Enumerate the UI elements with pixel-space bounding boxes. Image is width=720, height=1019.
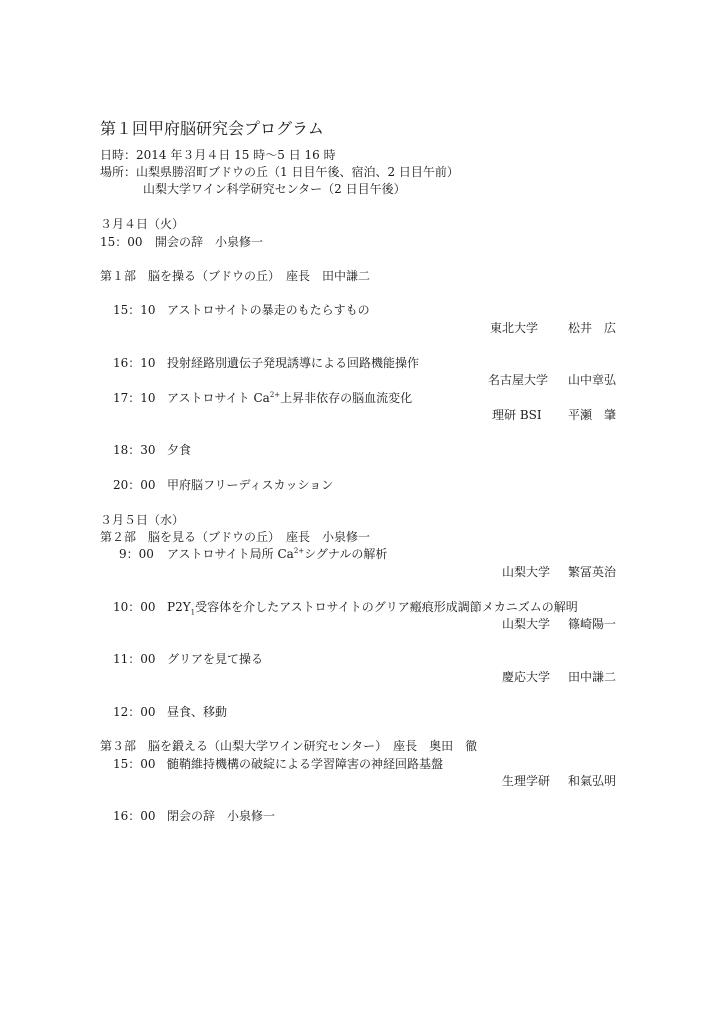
talk1-time: 15：10 (113, 303, 156, 317)
opening-time: 15：00 (100, 235, 143, 249)
date-line: 日時：2014 年３月４日 15 時～5 日 16 時 (100, 148, 336, 162)
lunch-text: 昼食、移動 (167, 705, 228, 719)
talk4-time: 9：00 (119, 547, 154, 561)
talk3-affiliation: 理研 BSI (492, 408, 542, 422)
talk6-time: 11：00 (113, 652, 156, 666)
opening-text: 開会の辞 小泉修一 (155, 235, 264, 249)
talk4-affiliation: 山梨大学 (502, 565, 551, 579)
closing-text: 閉会の辞 小泉修一 (167, 809, 276, 823)
talk2-time: 16：10 (113, 356, 156, 370)
talk6-title: グリアを見て操る (167, 652, 264, 666)
talk1-affiliation: 東北大学 (490, 321, 539, 335)
dinner-time: 18：30 (113, 443, 156, 457)
part2-heading: 第２部 脳を見る（ブドウの丘） 座長 小泉修一 (100, 530, 371, 544)
talk7-title: 髄鞘維持機構の破綻による学習障害の神経回路基盤 (167, 757, 444, 771)
talk1-title: アストロサイトの暴走のもたらすもの (167, 303, 370, 317)
talk6-speaker: 田中謙二 (568, 670, 617, 684)
place-line-2: 山梨大学ワイン科学研究センター（2 日目午後） (143, 182, 406, 196)
talk7-affiliation: 生理学研 (502, 774, 551, 788)
talk2-speaker: 山中章弘 (568, 373, 617, 387)
talk1-speaker: 松井 広 (568, 321, 617, 335)
talk3-title: アストロサイト $Ca^{2+}$上昇非依存の脳血流変化 (167, 391, 413, 405)
lunch-time: 12：00 (113, 705, 156, 719)
talk6-affiliation: 慶応大学 (502, 670, 551, 684)
page-title: 第１回甲府脳研究会プログラム (100, 119, 324, 138)
discussion-text: 甲府脳フリーディスカッション (167, 478, 334, 492)
talk7-speaker: 和氣弘明 (568, 774, 617, 788)
talk2-title: 投射経路別遺伝子発現誘導による回路機能操作 (167, 356, 420, 370)
closing-time: 16：00 (113, 809, 156, 823)
talk2-affiliation: 名古屋大学 (488, 373, 549, 387)
talk7-time: 15：00 (113, 757, 156, 771)
day1-date: ３月４日（火） (100, 217, 185, 231)
talk5-title: $P2Y_1$受容体を介したアストロサイトのグリア瘢痕形成調節メカニズムの解明 (167, 600, 578, 617)
talk3-time: 17：10 (113, 391, 156, 405)
day2-date: ３月５日（水） (100, 513, 185, 527)
place-line-1: 場所：山梨県勝沼町ブドウの丘（1 日目午後、宿泊、2 日目午前） (100, 165, 459, 179)
part1-heading: 第１部 脳を操る（ブドウの丘） 座長 田中謙二 (100, 269, 371, 283)
talk5-speaker: 篠崎陽一 (568, 617, 617, 631)
part3-heading: 第３部 脳を鍛える（山梨大学ワイン研究センター） 座長 奥田 徹 (100, 739, 478, 753)
talk3-speaker: 平瀬 肇 (568, 408, 617, 422)
talk4-speaker: 繁冨英治 (568, 565, 617, 579)
dinner-text: 夕食 (167, 443, 192, 457)
talk5-time: 10：00 (113, 600, 156, 614)
talk4-title: アストロサイト局所 $Ca^{2+}$シグナルの解析 (167, 547, 388, 561)
talk5-affiliation: 山梨大学 (502, 617, 551, 631)
discussion-time: 20：00 (113, 478, 156, 492)
